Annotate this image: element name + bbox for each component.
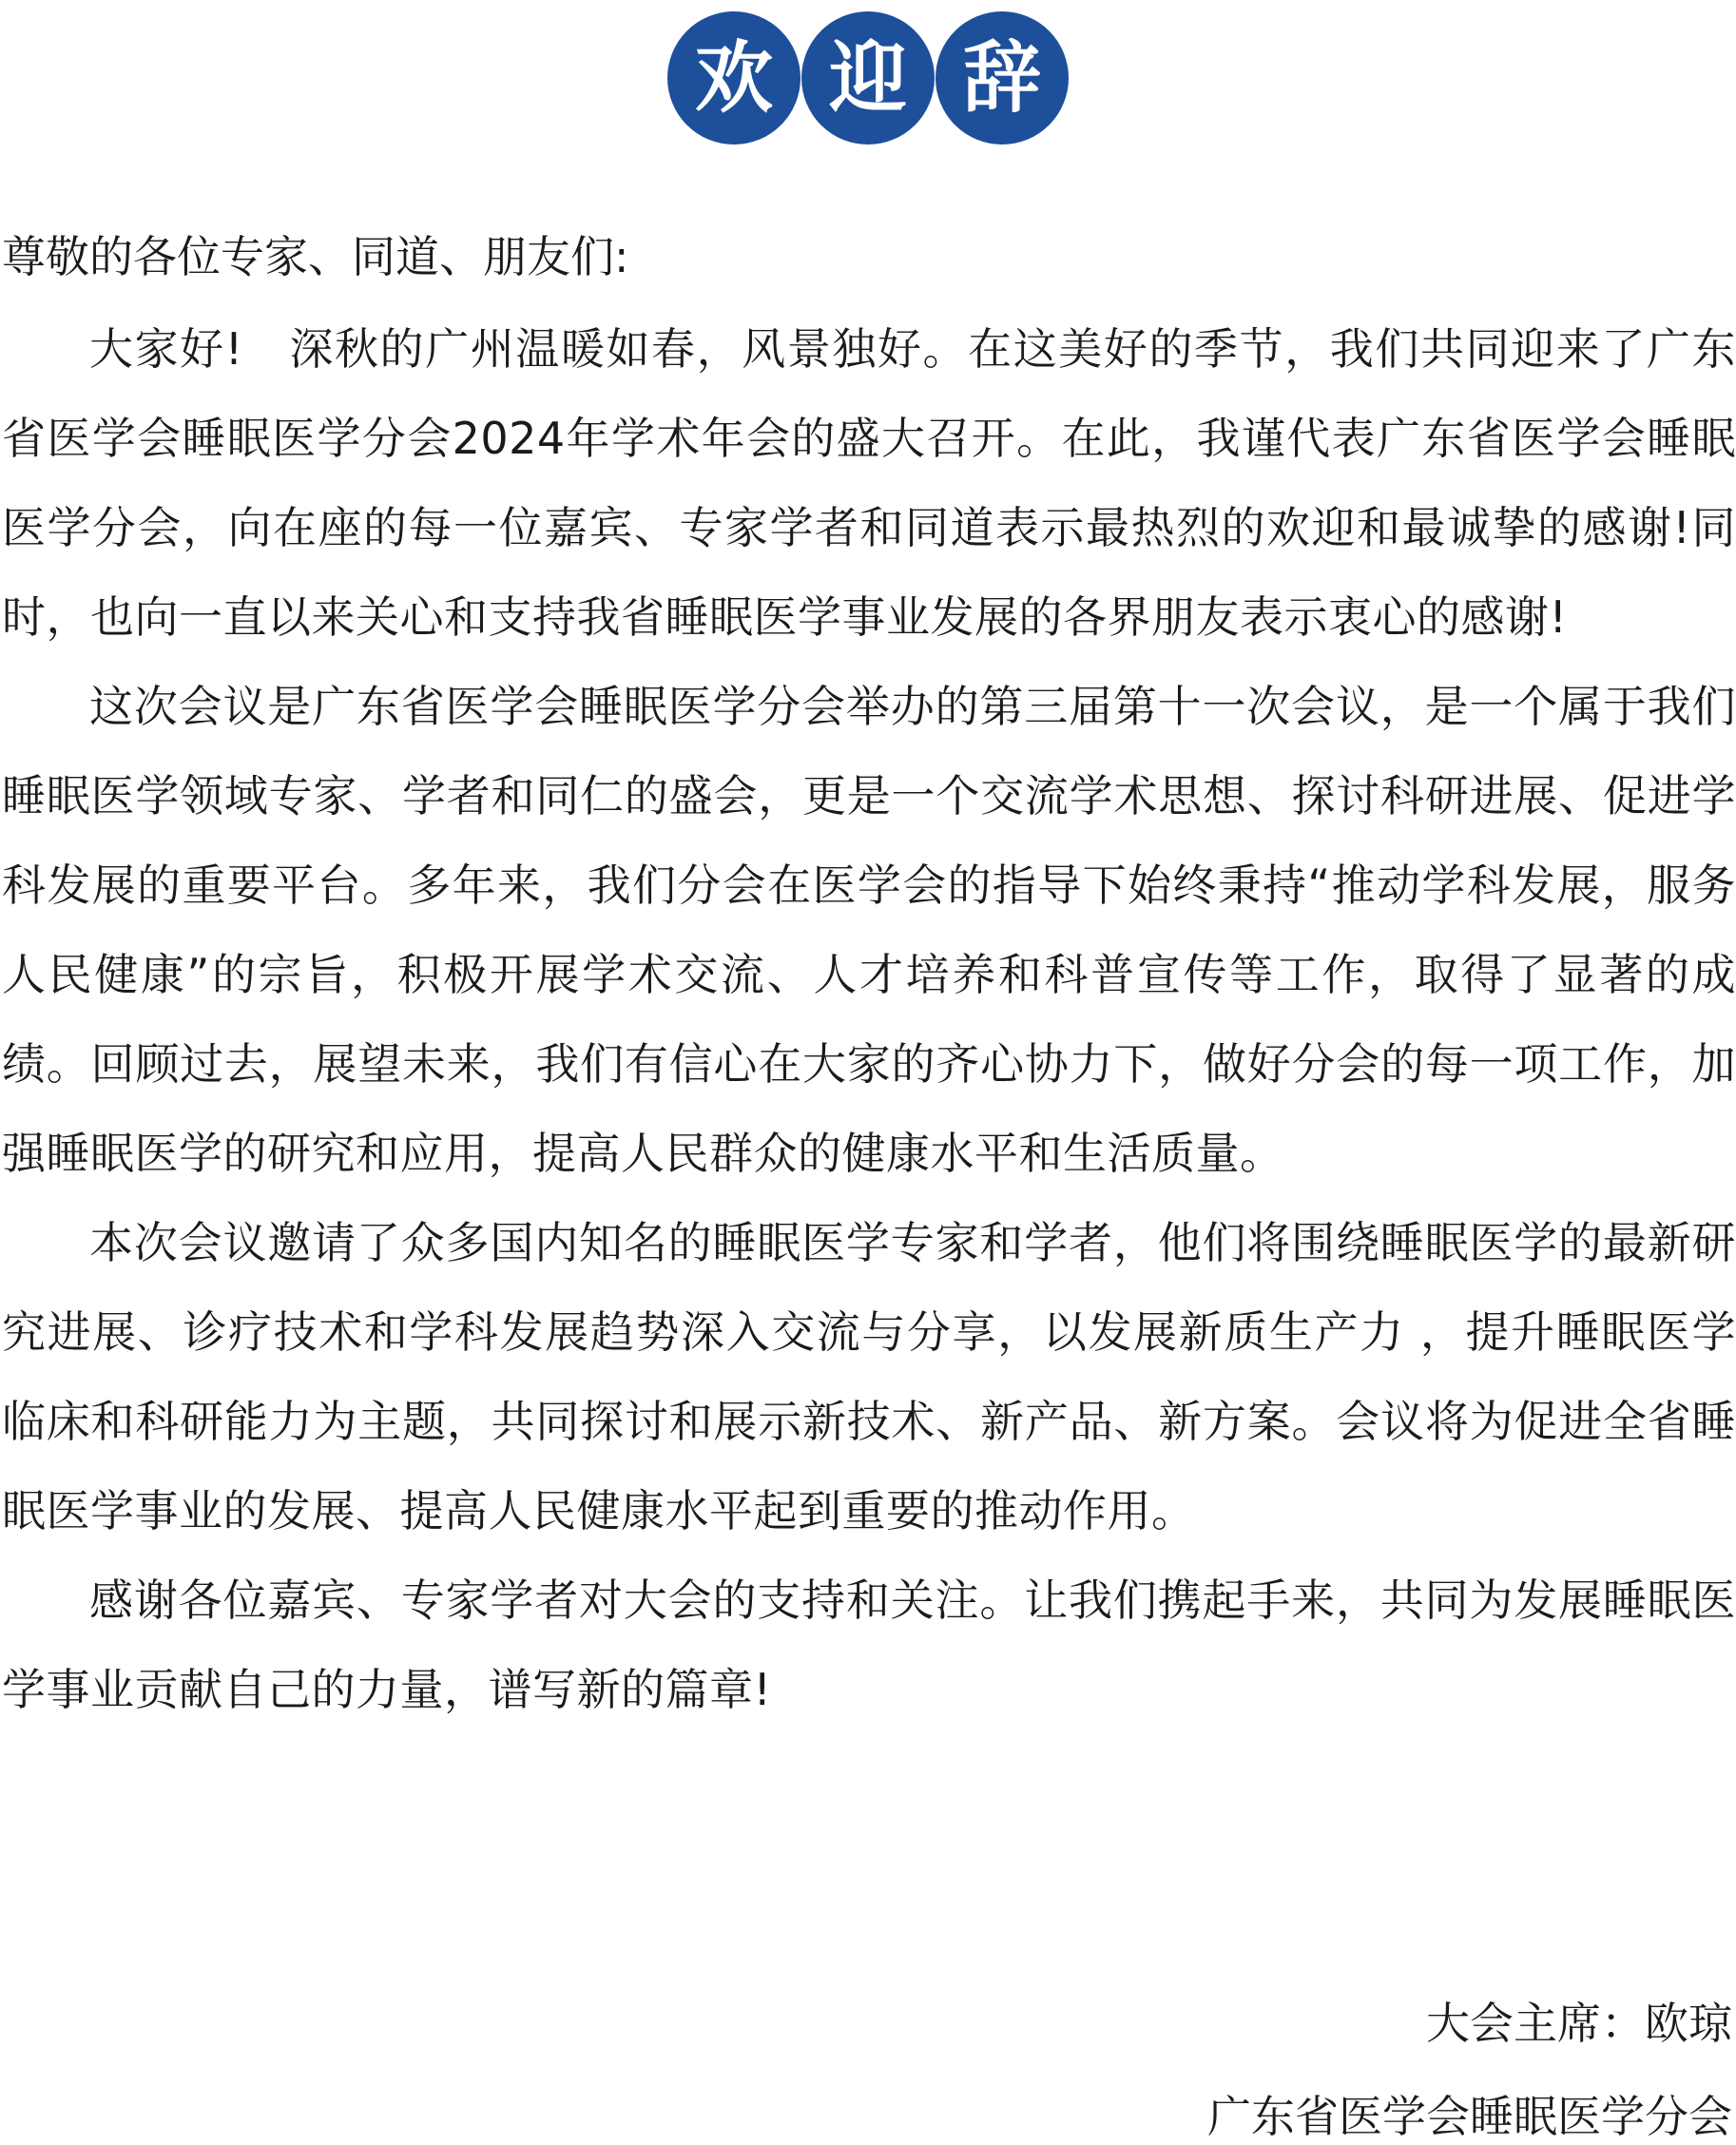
- letter-body: [2, 304, 1736, 1734]
- paragraph-thanks: 感谢各位嘉宾、专家学者对大会的支持和关注。让我们携起手来，共同为发展睡眠医学事业贡献自己的力量，谱写新的篇章!: [2, 1575, 1736, 1715]
- title-char-circle: 欢: [667, 11, 800, 145]
- paragraph-conference-intro: 这次会议是广东省医学会睡眠医学分会举办的第三届第十一次会议，是一个属于我们睡眠医学领域专家、学者和同仁的盛会，更是一个交流学术思想、探讨科研进展、促进学科发展的重要平台。多年来，我们分会在医学会的指导下始终秉持“推动学科发展，服务人民健康”的宗旨，积极开展学术交流、人才培养和科普宣传等工作，取得了显著的成绩。回顾过去，展望未来，我们有信心在大家的齐心协力下，做好分会的每一项工作，加强睡眠医学的研究和应用，提高人民群众的健康水平和生活质量。: [2, 681, 1736, 1179]
- paragraph-conference-theme: 本次会议邀请了众多国内知名的睡眠医学专家和学者，他们将围绕睡眠医学的最新研究进展、诊疗技术和学科发展趋势深入交流与分享，以发展新质生产力 ，提升睡眠医学临床和科研能力为主题，共同探讨和展示新技术、新产品、新方案。会议将为促进全省睡眠医学事业的发展、提高人民健康水平起到重要的推动作用。: [2, 1217, 1736, 1536]
- signature-organization: 广东省医学会睡眠医学分会: [1207, 2091, 1732, 2142]
- signature-chair: 大会主席：欧琼: [1426, 1998, 1732, 2049]
- welcome-title: [0, 11, 1736, 145]
- title-char-circle: 迎: [801, 11, 935, 145]
- paragraph-greeting: 大家好! 深秋的广州温暖如春，风景独好。在这美好的季节，我们共同迎来了广东省医学会睡眠医学分会2024年学术年会的盛大召开。在此，我谨代表广东省医学会睡眠医学分会，向在座的每一位嘉宾、专家学者和同道表示最热烈的欢迎和最诚挚的感谢!同时，也向一直以来关心和支持我省睡眠医学事业发展的各界朋友表示衷心的感谢!: [2, 323, 1736, 643]
- title-char-circle: 辞: [936, 11, 1069, 145]
- letter-salutation: 尊敬的各位专家、同道、朋友们:: [2, 231, 629, 282]
